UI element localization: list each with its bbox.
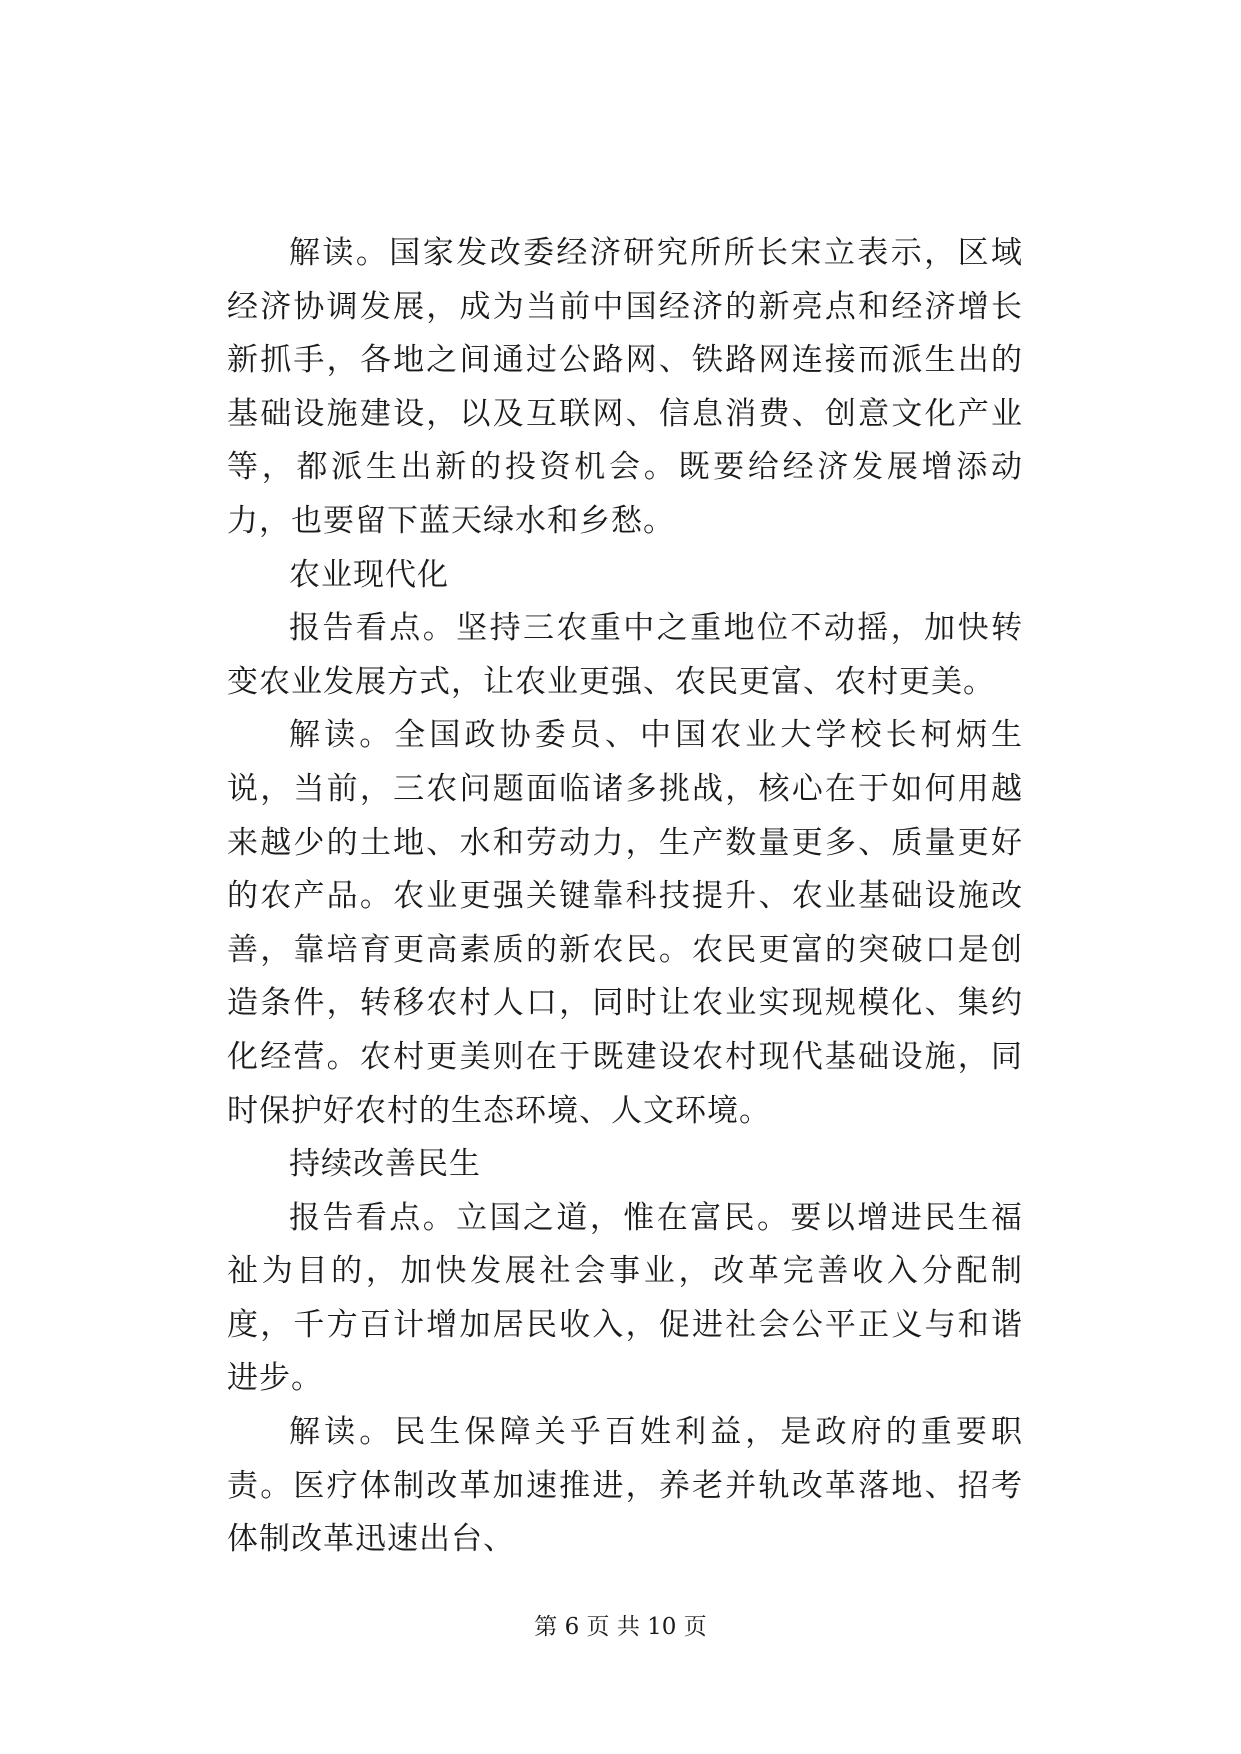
section-heading-livelihood: 持续改善民生 — [289, 1146, 481, 1183]
paragraph-regional-economy-interpretation: 解读。国家发改委经济研究所所长宋立表示，区域经济协调发展，成为当前中国经济的新亮点和经济增长新抓手，各地之间通过公路网、铁路网连接而派生出的基础设施建设，以及互联网、信息消费、创意文化产业等，都派生出新的投资机会。既要给经济发展增添动力，也要留下蓝天绿水和乡愁。 — [227, 235, 1023, 539]
document-body — [227, 227, 1023, 1567]
paragraph-livelihood-interpretation: 解读。民生保障关乎百姓利益，是政府的重要职责。医疗体制改革加速推进，养老并轨改革落地、招考体制改革迅速出台、 — [227, 1414, 1023, 1558]
paragraph-livelihood-highlight: 报告看点。立国之道，惟在富民。要以增进民生福祉为目的，加快发展社会事业，改革完善收入分配制度，千方百计增加居民收入，促进社会公平正义与和谐进步。 — [227, 1199, 1023, 1397]
paragraph-agriculture-interpretation: 解读。全国政协委员、中国农业大学校长柯炳生说，当前，三农问题面临诸多挑战，核心在于如何用越来越少的土地、水和劳动力，生产数量更多、质量更好的农产品。农业更强关键靠科技提升、农业基础设施改善，靠培育更高素质的新农民。农民更富的突破口是创造条件，转移农村人口，同时让农业实现规模化、集约化经营。农村更美则在于既建设农村现代基础设施，同时保护好农村的生态环境、人文环境。 — [227, 717, 1023, 1129]
section-heading-agriculture-modernization: 农业现代化 — [289, 556, 449, 593]
page-number-footer: 第 6 页 共 10 页 — [534, 1614, 707, 1640]
paragraph-agriculture-highlight: 报告看点。坚持三农重中之重地位不动摇，加快转变农业发展方式，让农业更强、农民更富、农村更美。 — [227, 610, 1023, 700]
